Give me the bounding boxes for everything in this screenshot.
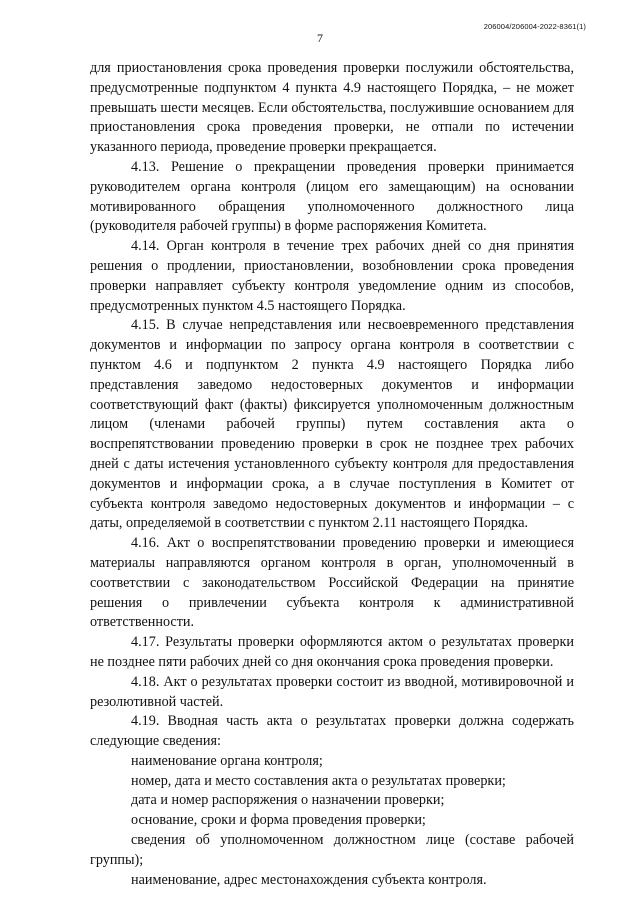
list-item: основание, сроки и форма проведения проверки; [131, 812, 426, 829]
page-number: 7 [317, 31, 323, 45]
document-body [90, 59, 574, 890]
paragraph-4-19: 4.19. Вводная часть акта о результатах проверки должна содержать следующие сведения: [90, 713, 574, 750]
list-item: дата и номер распоряжения о назначении проверки; [131, 792, 445, 809]
list-item: номер, дата и место составления акта о результатах проверки; [131, 772, 506, 789]
paragraph-4-18: 4.18. Акт о результатах проверки состоит из вводной, мотивировочной и резолютивной частей. [90, 673, 574, 710]
paragraph-4-13: 4.13. Решение о прекращении проведения проверки принимается руководителем органа контроля (лицом его замещающим) на основании мотивированного обращения уполномоченного должностного лица (руководителя рабочей группы) в форме распоряжения Комитета. [90, 158, 574, 235]
paragraph-4-17: 4.17. Результаты проверки оформляются актом о результатах проверки не позднее пяти рабочих дней со дня окончания срока проведения проверки. [90, 634, 574, 670]
list-item: наименование органа контроля; [131, 752, 323, 769]
paragraph-4-15: 4.15. В случае непредставления или несвоевременного представления документов и информации по запросу органа контроля в соответствии с пунктом 4.6 и подпунктом 2 пункта 4.9 настоящего Порядка либо представления заведомо недостоверных документов и информации соответствующий факт (факты) фиксируется уполномоченным должностным лицом (членами рабочей группы) путем составления акта о воспрепятствовании проведению проверки в срок не позднее трех рабочих дней с даты истечения установленного субъекту контроля для предоставления документов и информации срока, а в случае поступления в Комитет от субъекта контроля заведомо недостоверных документов и информации – с даты, определяемой в соответствии с пунктом 2.11 настоящего Порядка. [90, 317, 574, 532]
paragraph-4-14: 4.14. Орган контроля в течение трех рабочих дней со дня принятия решения о продлении, приостановлении, возобновлении срока проведения проверки направляет субъекту контроля уведомление одним из способов, предусмотренных пунктом 4.5 настоящего Порядка. [90, 238, 574, 314]
paragraph-continuation: для приостановления срока проведения проверки послужили обстоятельства, предусмотренные подпунктом 4 пункта 4.9 настоящего Порядка, – не может превышать шести месяцев. Если обстоятельства, послужившие основанием для приостановления срока проведения проверки, не отпали по истечении указанного периода, проведение проверки прекращается. [90, 60, 574, 156]
document-code: 206004/206004-2022-8361(1) [483, 22, 586, 31]
list-item: сведения об уполномоченном должностном лице (составе рабочей группы); [90, 832, 574, 868]
list-item: наименование, адрес местонахождения субъекта контроля. [131, 871, 487, 888]
paragraph-4-16: 4.16. Акт о воспрепятствовании проведению проверки и имеющиеся материалы направляются органом контроля в орган, уполномоченный в соответствии с законодательством Российской Федерации на принятие решения о привлечении субъекта контроля к административной ответственности. [90, 535, 574, 631]
